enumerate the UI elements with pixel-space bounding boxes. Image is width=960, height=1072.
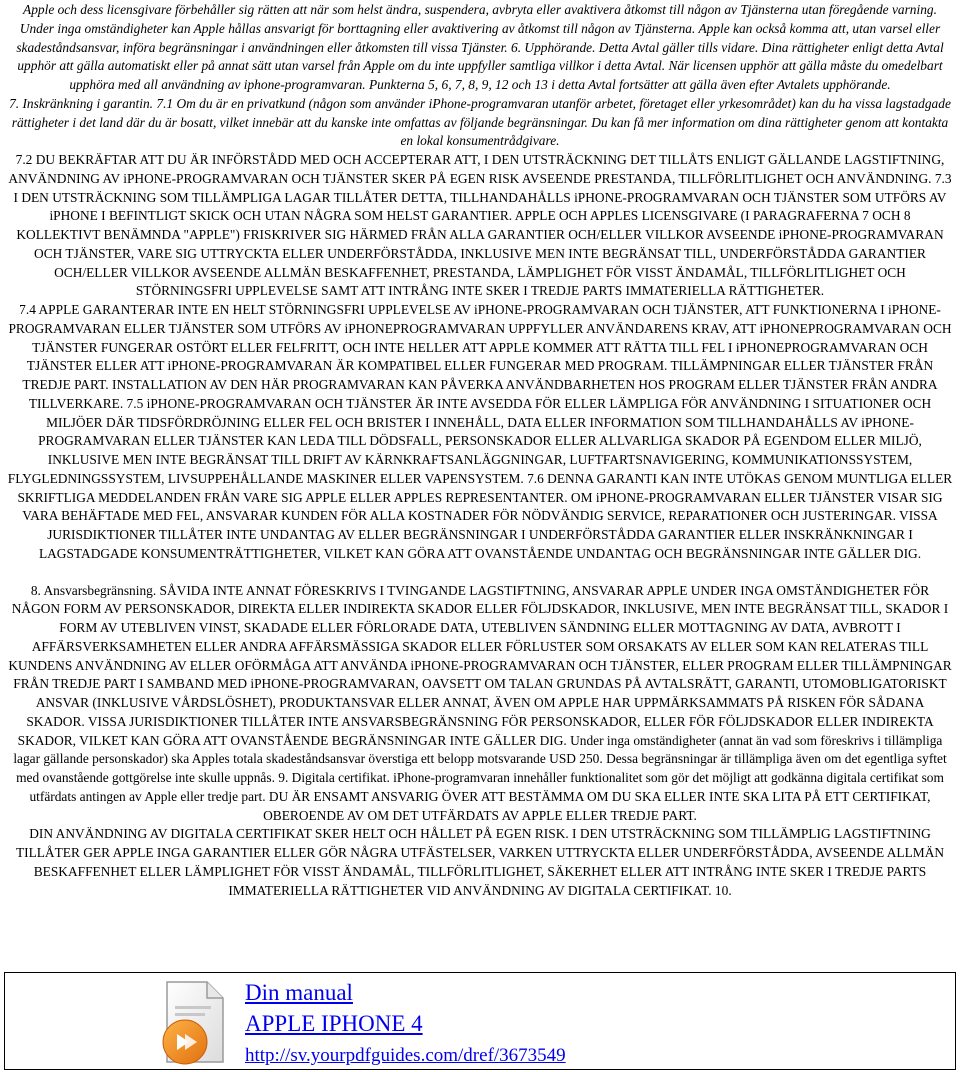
paragraph-warranty-74: 7.4 APPLE GARANTERAR INTE EN HELT STÖRNINGSFRI UPPLEVELSE AV iPHONE-PROGRAMVARAN OCH TJÄNSTER, ATT FUNKTIONERNA I iPHONE-PROGRAMVARAN ELLER TJÄNSTER SOM UTFÖRS AV iPHONEPROGRAMVARAN UPPFYLLER ANVÄNDARENS KRAV, ATT iPHONEPROGRAMVARAN OCH TJÄNSTER FUNGERAR OSTÖRT ELLER FELFRITT, OCH INTE HELLER ATT APPLE KOMMER ATT RÄTTA TILL FEL I iPHONEPROGRAMVARAN OCH TJÄNSTER ELLER ATT iPHONE-PROGRAMVARAN ÄR KOMPATIBEL ELLER FUNGERAR MED PROGRAM. TILLÄMPNINGAR ELLER TJÄNSTER FRÅN TREDJE PART. INSTALLATION AV DEN HÄR PROGRAMVARAN KAN PÅVERKA ANVÄNDBARHETEN HOS PROGRAM ELLER TJÄNSTER FRÅN ANDRA TILLVERKARE. 7.5 iPHONE-PROGRAMVARAN OCH TJÄNSTER ÄR INTE AVSEDDA FÖR ELLER LÄMPLIGA FÖR ANVÄNDNING I SITUATIONER OCH MILJÖER DÄR TIDSFÖRDRÖJNING ELLER FEL OCH BRISTER I INNEHÅLL, DATA ELLER INFORMATION SOM TILLHANDAHÅLLS AV iPHONE-PROGRAMVARAN ELLER TJÄNSTER KAN LEDA TILL DÖDSFALL, PERSONSKADOR ELLER ALLVARLIGA SKADOR PÅ EGENDOM ELLER MILJÖ, INKLUSIVE MEN INTE BEGRÄNSAT TILL DRIFT AV KÄRNKRAFTSANLÄGGNINGAR, LUFTFARTSNAVIGERING, KOMMUNIKATIONSSYSTEM, FLYGLEDNINGSSYSTEM, LIVSUPPEHÅLLANDE MASKINER ELLER VAPENSYSTEM. 7.6 DENNA GARANTI KAN INTE UTÖKAS GENOM MUNTLIGA ELLER SKRIFTLIGA MEDDELANDEN FRÅN VARE SIG APPLE ELLER APPLES REPRESENTANTER. OM iPHONE-PROGRAMVARAN ELLER TJÄNSTER VISAR SIG VARA BEHÄFTADE MED FEL, ANSVARAR KUNDEN FÖR ALLA KOSTNADER FÖR NÖDVÄNDIG SERVICE, REPARATIONER OCH JUSTERINGAR. VISSA JURISDIKTIONER TILLÅTER INTE UNDANTAG AV ELLER BEGRÄNSNINGAR I UNDERFÖRSTÅDDA GARANTIER ELLER INSKRÄNKNINGAR I LAGSTADGADE KONSUMENTRÄTTIGHETER, VILKET KAN GÖRA ATT OVANSTÅENDE UNDANTAG OCH BEGRÄNSNINGAR INTE GÄLLER DIG. <box>7 302 953 561</box>
pdf-download-icon[interactable] <box>155 978 235 1070</box>
product-link[interactable]: APPLE IPHONE 4 <box>245 1011 423 1036</box>
manual-link[interactable]: Din manual <box>245 980 353 1005</box>
footer-bottom-divider <box>4 1069 956 1070</box>
paragraph-warranty-72: 7.2 DU BEKRÄFTAR ATT DU ÄR INFÖRSTÅDD MED OCH ACCEPTERAR ATT, I DEN UTSTRÄCKNING DET TILLÅTS ENLIGT GÄLLANDE LAGSTIFTNING, ANVÄNDNING AV iPHONE-PROGRAMVARAN OCH TJÄNSTER SKER PÅ EGEN RISK AVSEENDE PRESTANDA, TILLFÖRLITLIGHET OCH ANVÄNDNING. 7.3 I DEN UTSTRÄCKNING SOM TILLÄMPLIGA LAGAR TILLÅTER DETTA, TILLHANDAHÅLLS iPHONE-PROGRAMVARAN OCH TJÄNSTER SOM UTFÖRS AV iPHONE I BEFINTLIGT SKICK OCH UTAN NÅGRA SOM HELST GARANTIER. APPLE OCH APPLES LICENSGIVARE (I PARAGRAFERNA 7 OCH 8 KOLLEKTIVT BENÄMNDA "APPLE") FRISKRIVER SIG HÄRMED FRÅN ALLA GARANTIER OCH/ELLER VILLKOR AVSEENDE iPHONE-PROGRAMVARAN OCH TJÄNSTER, VARE SIG UTTRYCKTA ELLER UNDERFÖRSTÅDDA, INKLUSIVE MEN INTE BEGRÄNSAT TILL, UNDERFÖRSTÅDDA GARANTIER OCH/ELLER VILLKOR AVSEENDE ALLMÄN BESKAFFENHET, PRESTANDA, LÄMPLIGHET FÖR VISST ÄNDAMÅL, TILLFÖRLITLIGHET OCH STÖRNINGSFRI UPPLEVELSE SAMT ATT INTRÅNG INTE SKER I TREDJE PARTS IMMATERIELLA RÄTTIGHETER. <box>8 152 952 299</box>
paragraph-certificates: DIN ANVÄNDNING AV DIGITALA CERTIFIKAT SKER HELT OCH HÅLLET PÅ EGEN RISK. I DEN UTSTRÄCKNING SOM TILLÄMPLIG LAGSTIFTNING TILLÅTER GER APPLE INGA GARANTIER ELLER GÖR NÅGRA UTFÄSTELSER, VARKEN UTTRYCKTA ELLER UNDERFÖRSTÅDDA, AVSEENDE ALLMÄN BESKAFFENHET ELLER LÄMPLIGHET FÖR VISST ÄNDAMÅL, TILLFÖRLITLIGHET, SÄKERHET ELLER ATT INTRÅNG INTE SKER I TREDJE PARTS IMMATERIELLA RÄTTIGHETER VID ANVÄNDNING AV DIGITALA CERTIFIKAT. 10. <box>15 826 945 898</box>
footer-top-divider <box>4 972 956 973</box>
paragraph-termination: Apple och dess licensgivare förbehåller sig rätten att när som helst ändra, suspendera, avbryta eller avaktivera åtkomst till någon av Tjänsterna utan föregående varning. Under inga omständigheter kan Apple hållas ansvarigt för borttagning eller avaktivering av åtkomst till någon av Tjänsterna. Apple kan också komma att, utan varsel eller skadeståndsansvar, införa begränsningar i användningen eller åtkomsten till vissa Tjänster. 6. Upphörande. Detta Avtal gäller tills vidare. Dina rättigheter enligt detta Avtal upphör att gälla automatiskt eller på annat sätt utan varsel från Apple om du inte uppfyller samtliga villkor i detta Avtal. När licensen upphör att gälla måste du omedelbart upphöra med all användning av iphone-programvaran. Punkterna 5, 6, 7, 8, 9, 12 och 13 i detta Avtal fortsätter att gälla även efter Avtalets upphörande. <box>16 2 944 92</box>
paragraph-gap <box>6 564 954 582</box>
paragraph-warranty-intro: 7. Inskränkning i garantin. 7.1 Om du är en privatkund (någon som använder iPhone-programvaran utanför arbetet, företaget eller yrkesområdet) kan du ha vissa lagstadgade rättigheter i det land där du är bosatt, vilket innebär att du kanske inte omfattas av följande begränsningar. Du kan få mer information om dina rättigheter genom att kontakta en lokal konsumentrådgivare. <box>9 95 951 149</box>
footer-links <box>245 978 566 1069</box>
footer-right-divider <box>955 972 956 1070</box>
url-link[interactable]: http://sv.yourpdfguides.com/dref/3673549 <box>245 1045 566 1066</box>
footer-left-divider <box>4 972 5 1070</box>
document-body <box>6 1 954 900</box>
paragraph-liability: 8. Ansvarsbegränsning. SÅVIDA INTE ANNAT FÖRESKRIVS I TVINGANDE LAGSTIFTNING, ANSVARAR APPLE UNDER INGA OMSTÄNDIGHETER FÖR NÅGON FORM AV PERSONSKADOR, DIREKTA ELLER INDIREKTA SKADOR ELLER FÖLJDSKADOR, INKLUSIVE, MEN INTE BEGRÄNSAT TILL, SKADOR I FORM AV UTEBLIVEN VINST, SKADADE ELLER FÖRLORADE DATA, UTEBLIVEN SÄNDNING ELLER MOTTAGNING AV DATA, AVBROTT I AFFÄRSVERKSAMHETEN ELLER ANDRA AFFÄRSMÄSSIGA SKADOR ELLER FÖRLUSTER SOM ORSAKATS AV ELLER SOM KAN RELATERAS TILL KUNDENS ANVÄNDNING AV ELLER OFÖRMÅGA ATT ANVÄNDA iPHONE-PROGRAMVARAN OCH TJÄNSTER, ELLER PROGRAM ELLER TILLÄMPNINGAR FRÅN TREDJE PART I SAMBAND MED iPHONE-PROGRAMVARAN, OAVSETT OM TALAN GRUNDAS PÅ AVTALSRÄTT, GARANTI, UTOMOBLIGATORISKT ANSVAR (INKLUSIVE VÅRDSLÖSHET), PRODUKTANSVAR ELLER ANNAT, ÄVEN OM APPLE HAR UPPMÄRKSAMMATS PÅ RISKEN FÖR SÅDANA SKADOR. VISSA JURISDIKTIONER TILLÅTER INTE ANSVARSBEGRÄNSNING FÖR PERSONSKADOR, ELLER FÖR FÖLJDSKADOR ELLER INDIREKTA SKADOR, VILKET KAN GÖRA ATT OVANSTÅENDE BEGRÄNSNINGAR INTE GÄLLER DIG. Under inga omständigheter (annat än vad som föreskrivs i tillämpliga lagar gällande personskador) ska Apples totala skadeståndsansvar överstiga ett belopp motsvarande USD 250. Dessa begränsningar är tillämpliga även om det egentliga syftet med ovanstående gottgörelse inte skulle uppnås. 9. Digitala certifikat. iPhone-programvaran innehåller funktionalitet som gör det möjligt att godkänna digitala certifikat som utfärdats antingen av Apple eller tredje part. DU ÄR ENSAMT ANSVARIG ÖVER ATT BESTÄMMA OM DU SKA ELLER INTE SKA LITA PÅ ETT CERTIFIKAT, OBEROENDE AV OM DET UTFÄRDATS AV APPLE ELLER TREDJE PART. <box>8 582 952 823</box>
